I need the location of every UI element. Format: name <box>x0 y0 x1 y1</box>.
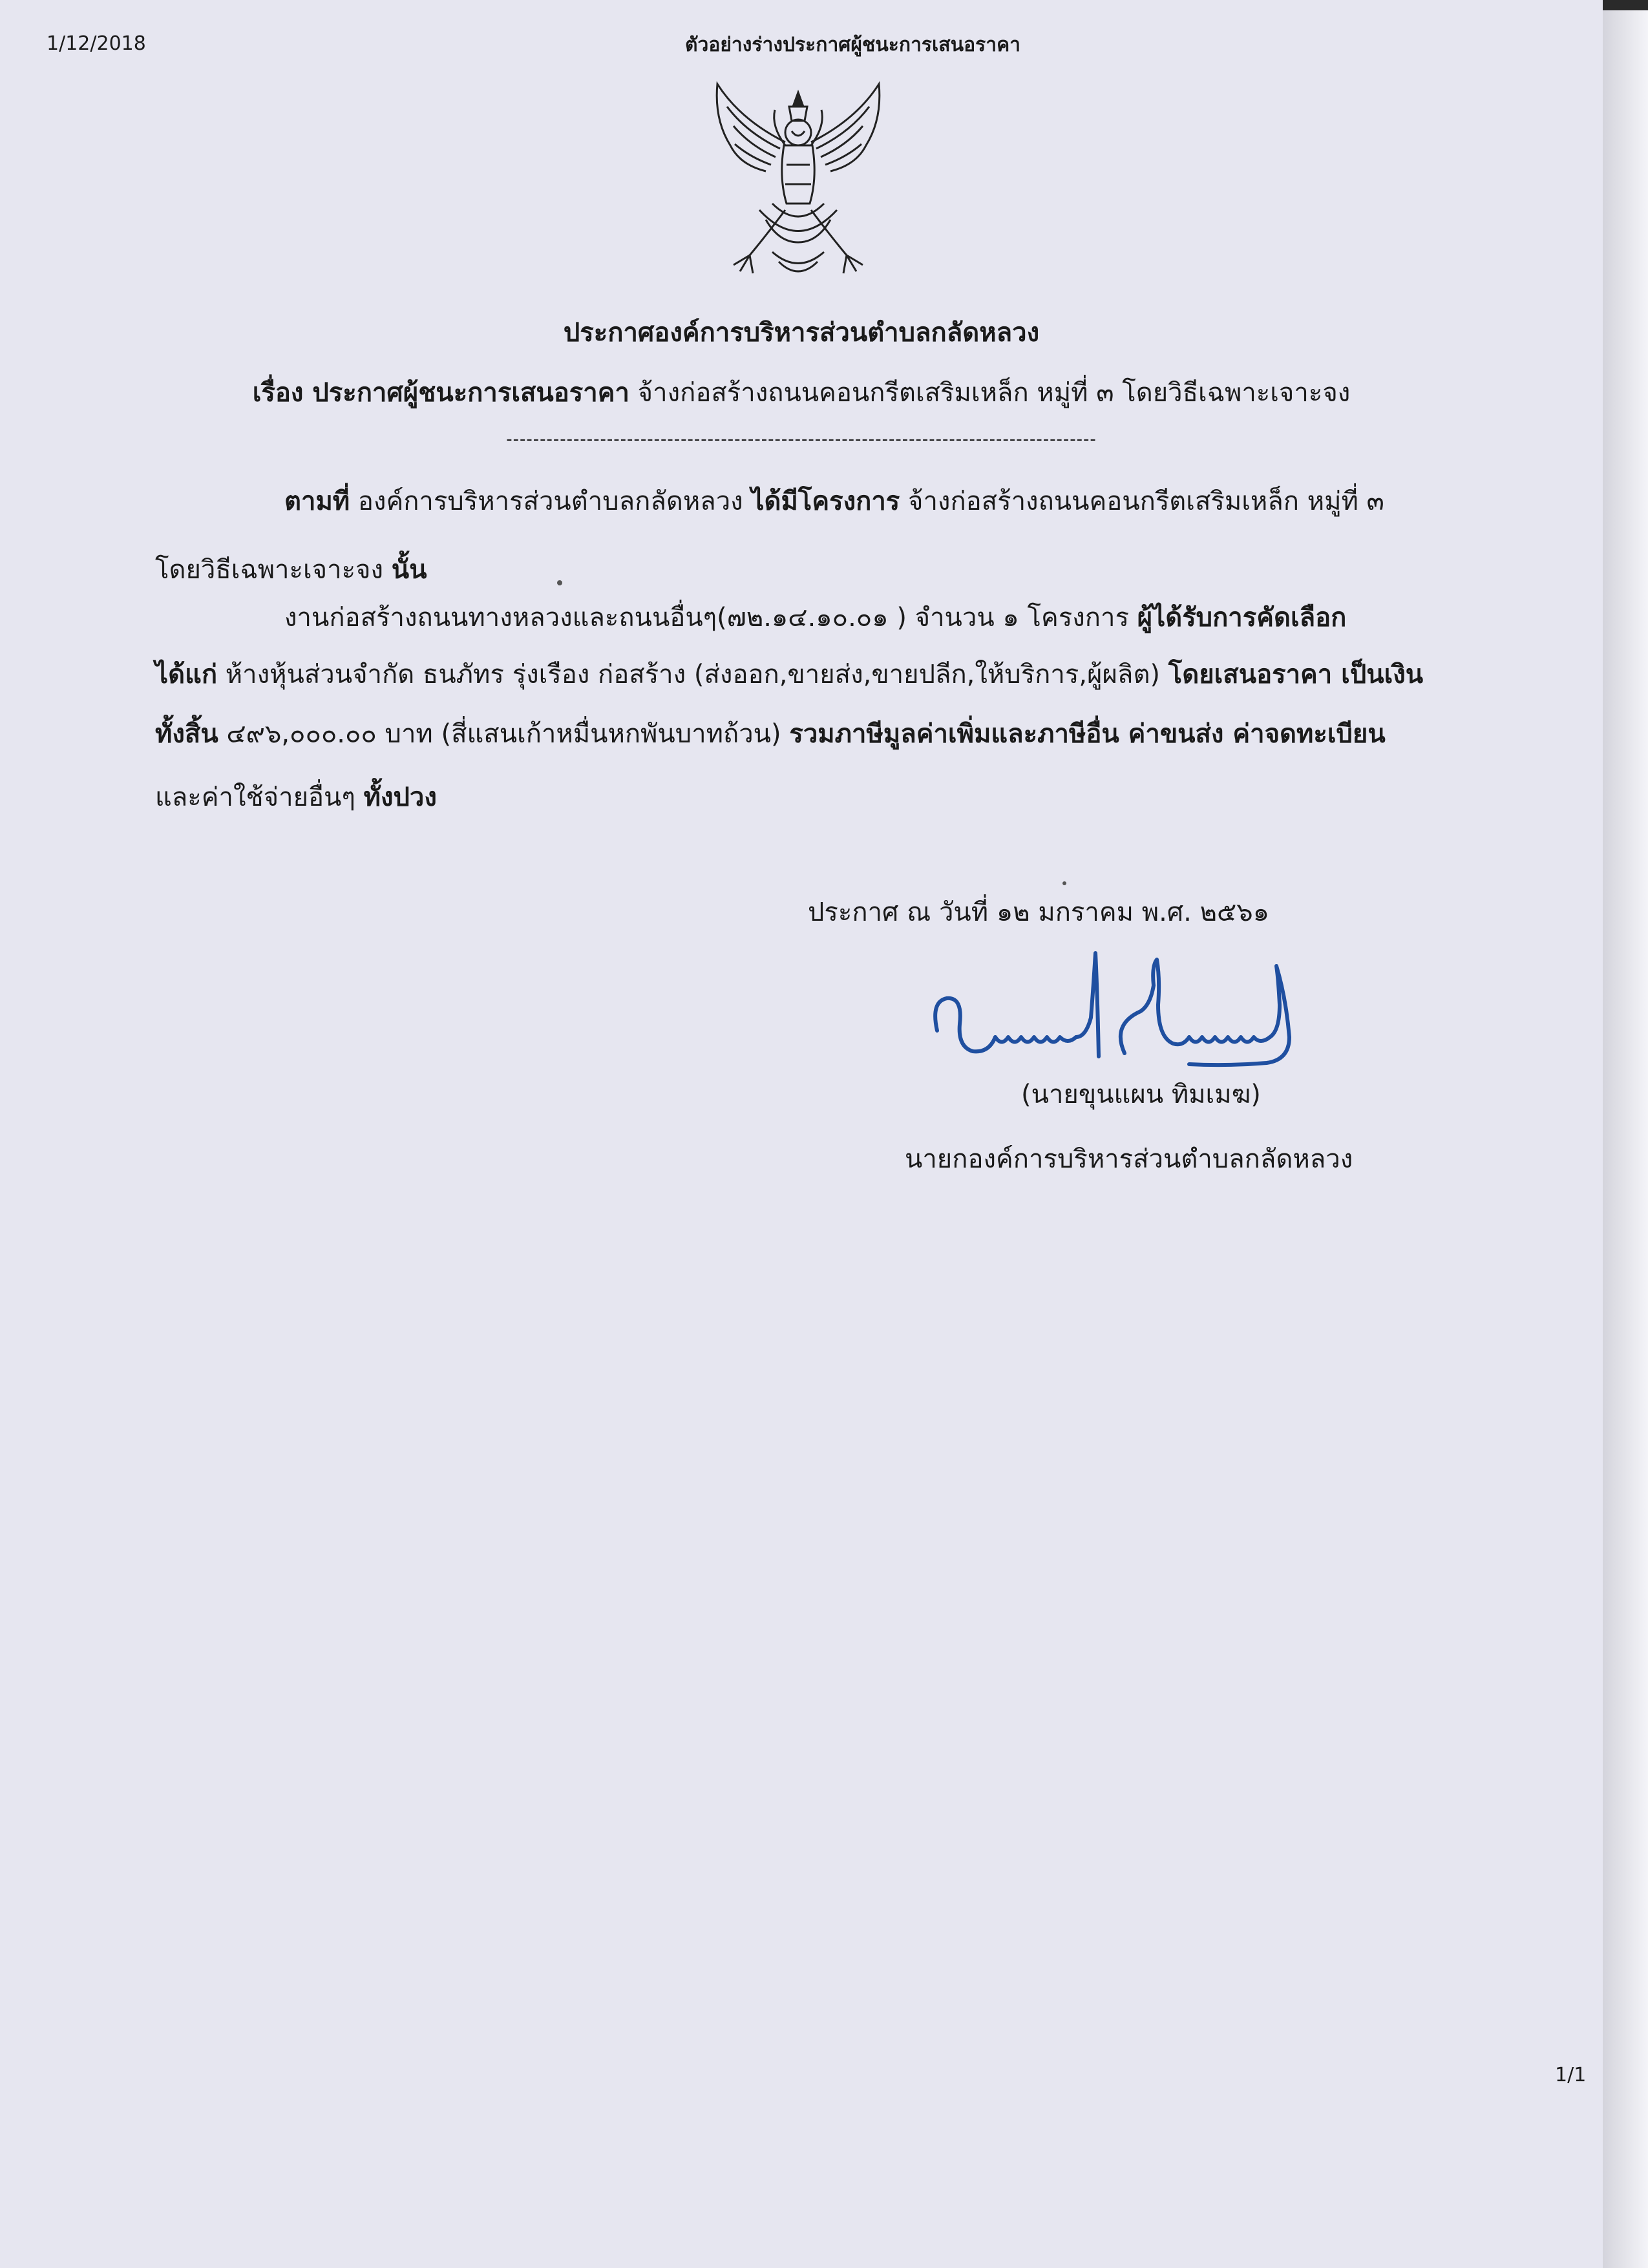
scan-edge <box>1603 0 1648 2268</box>
garuda-emblem-icon <box>695 81 902 288</box>
print-header-title: ตัวอย่างร่างประกาศผู้ชนะการเสนอราคา <box>685 34 1020 56</box>
subject-label: เรื่อง ประกาศผู้ชนะการเสนอราคา <box>252 378 629 408</box>
date-value: ๑๒ มกราคม พ.ศ. ๒๕๖๑ <box>988 898 1270 927</box>
body-line-1 <box>284 486 1384 517</box>
signature-image <box>918 940 1325 1076</box>
paper-speck <box>557 580 562 585</box>
paper-speck <box>1062 881 1066 885</box>
announcement-title: ประกาศองค์การบริหารส่วนตำบลกลัดหลวง <box>563 318 1040 348</box>
signer-position: นายกองค์การบริหารส่วนตำบลกลัดหลวง <box>905 1144 1353 1174</box>
text-bold: นั้น <box>391 555 427 585</box>
subject-text: จ้างก่อสร้างถนนคอนกรีตเสริมเหล็ก หมู่ที่ ๓ โดยวิธีเฉพาะเจาะจง <box>629 378 1351 408</box>
text-bold: ตามที่ <box>284 487 350 516</box>
text: โดยวิธีเฉพาะเจาะจง <box>155 555 392 585</box>
separator-line: ---------------------------------------------------------------------------------------- <box>506 430 1097 449</box>
announcement-date <box>808 897 1269 928</box>
page-number: 1/1 <box>1555 2064 1587 2086</box>
text-bold: ได้แก่ <box>155 660 218 689</box>
text: ๔๙๖,๐๐๐.๐๐ บาท (สี่แสนเก้าหมื่นหกพันบาทถ้วน) <box>218 719 790 749</box>
date-prefix: ประกาศ ณ วันที่ <box>808 898 989 927</box>
text-bold: รวมภาษีมูลค่าเพิ่มและภาษีอื่น ค่าขนส่ง ค่าจดทะเบียน <box>789 719 1386 749</box>
text-bold: ทั้งสิ้น <box>155 719 218 749</box>
body-line-6 <box>155 782 437 813</box>
scan-edge-dark <box>1603 0 1648 10</box>
text-bold: โดยเสนอราคา เป็นเงิน <box>1168 660 1424 689</box>
text: และค่าใช้จ่ายอื่นๆ <box>155 782 364 812</box>
body-line-4 <box>155 659 1423 690</box>
text: องค์การบริหารส่วนตำบลกลัดหลวง <box>350 487 752 516</box>
text-bold: ได้มีโครงการ <box>751 487 900 516</box>
text: ห้างหุ้นส่วนจำกัด ธนภัทร รุ่งเรือง ก่อสร้าง (ส่งออก,ขายส่ง,ขายปลีก,ให้บริการ,ผู้ผลิต) <box>217 660 1168 689</box>
signer-name: (นายขุนแผน ทิมเมฆ) <box>1021 1080 1261 1109</box>
text: จ้างก่อสร้างถนนคอนกรีตเสริมเหล็ก หมู่ที่ ๓ <box>900 487 1384 516</box>
announcement-subject <box>0 372 1603 413</box>
print-date: 1/12/2018 <box>47 32 146 55</box>
body-line-3 <box>284 602 1346 633</box>
body-line-2 <box>155 554 427 585</box>
text: งานก่อสร้างถนนทางหลวงและถนนอื่นๆ(๗๒.๑๔.๑๐.๐๑ ) จำนวน ๑ โครงการ <box>284 603 1137 633</box>
text-bold: ผู้ได้รับการคัดเลือก <box>1137 603 1347 633</box>
text-bold: ทั้งปวง <box>363 782 437 812</box>
body-line-5 <box>155 719 1386 750</box>
